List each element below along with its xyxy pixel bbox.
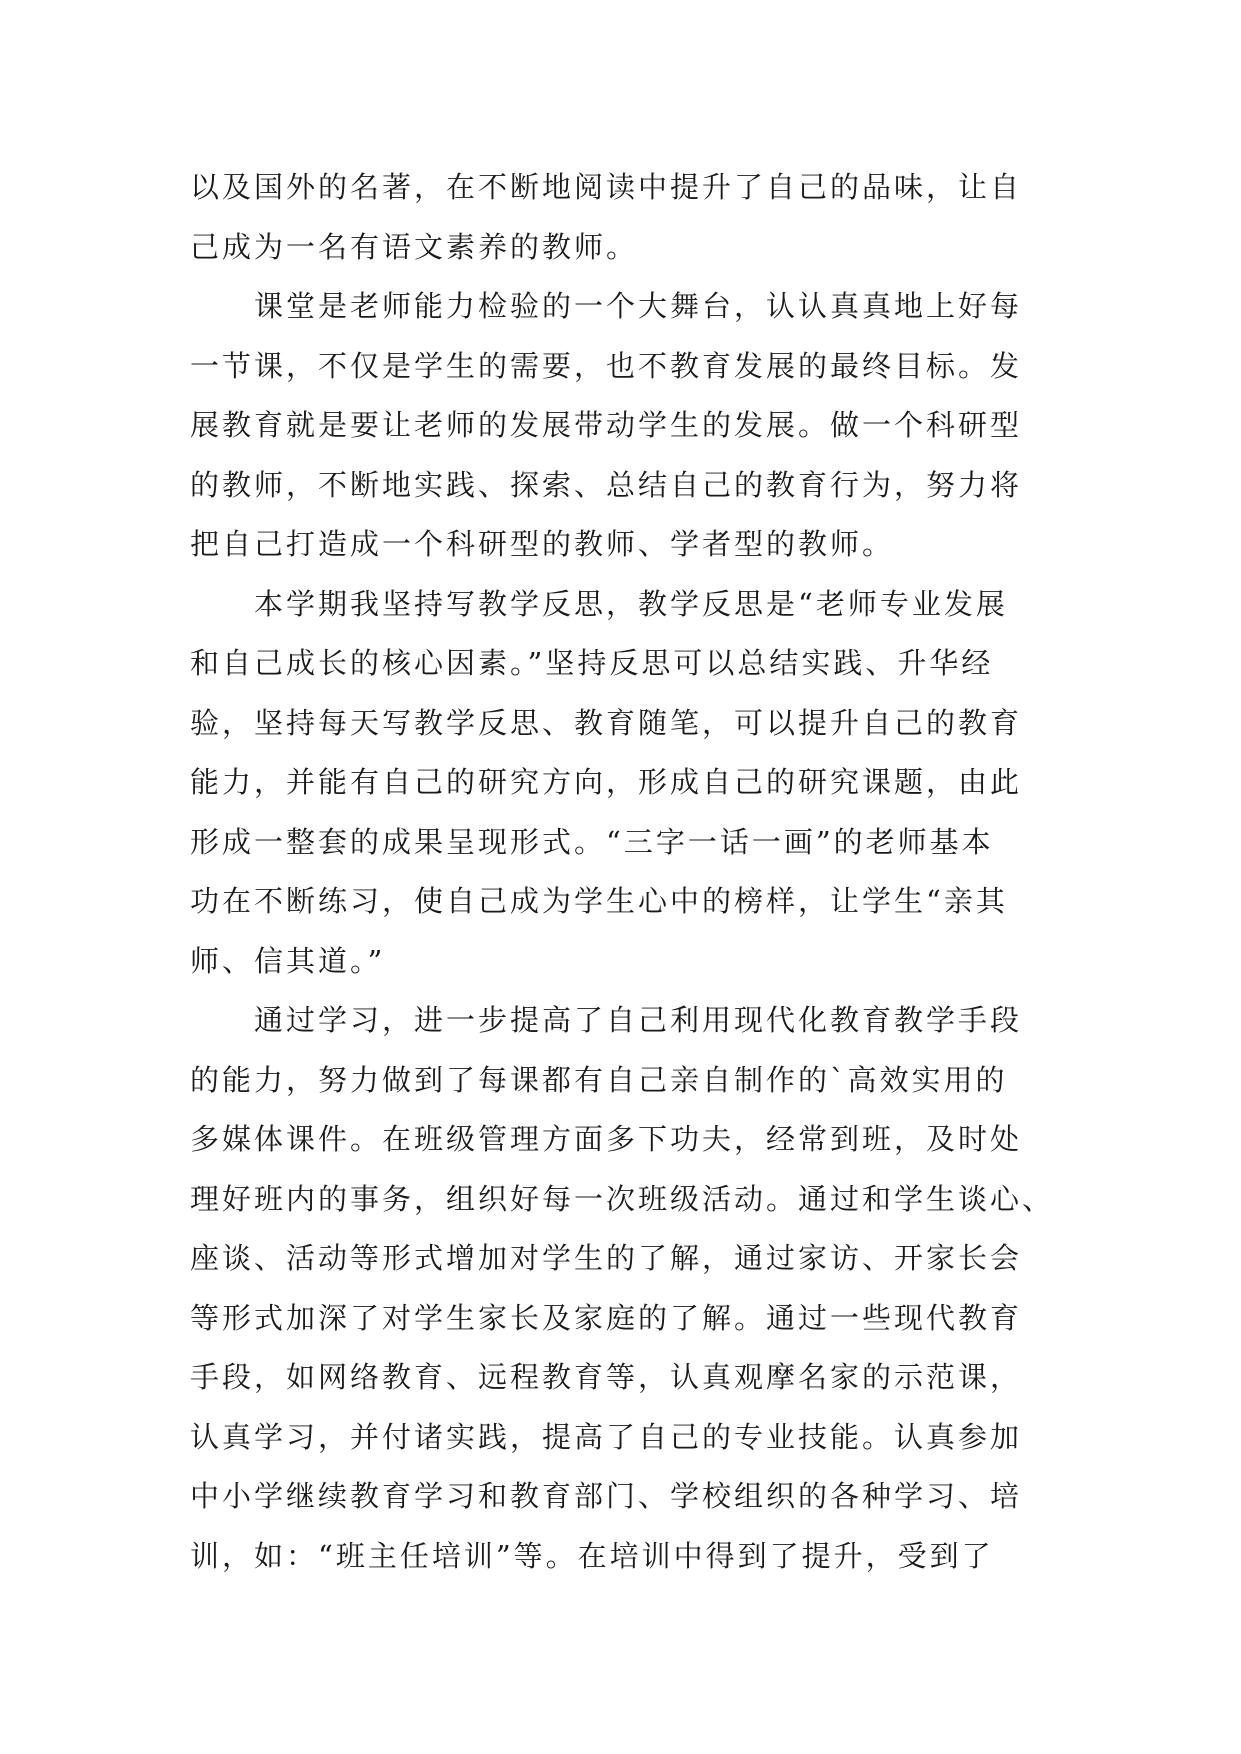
- text-line: 的能力，努力做到了每课都有自己亲自制作的`高效实用的: [190, 1062, 1008, 1097]
- text-line: 己成为一名有语文素养的教师。: [190, 229, 639, 264]
- text-line: 座谈、活动等形式增加对学生的了解，通过家访、开家长会: [190, 1241, 1023, 1275]
- text-line: 课堂是老师能力检验的一个大舞台，认认真真地上好每: [254, 289, 1023, 323]
- text-line: 认真学习，并付诸实践，提高了自己的专业技能。认真参加: [190, 1419, 1023, 1454]
- text-line: 手段，如网络教育、远程教育等，认真观摩名家的示范课，: [190, 1360, 1023, 1394]
- text-line: 中小学继续教育学习和教育部门、学校组织的各种学习、培: [190, 1479, 1023, 1513]
- text-line: 以及国外的名著，在不断地阅读中提升了自己的品味，让自: [190, 170, 1023, 204]
- text-line: 理好班内的事务，组织好每一次班级活动。通过和学生谈心、: [190, 1181, 1055, 1216]
- text-line: 一节课，不仅是学生的需要，也不教育发展的最终目标。发: [190, 348, 1023, 383]
- text-line: 展教育就是要让老师的发展带动学生的发展。做一个科研型: [190, 408, 1023, 442]
- text-line: 的教师，不断地实践、探索、总结自己的教育行为，努力将: [190, 467, 1023, 502]
- text-line: 本学期我坚持写教学反思，教学反思是“老师专业发展: [254, 586, 1008, 621]
- text-line: 训，如：“班主任培训”等。在培训中得到了提升，受到了: [190, 1538, 994, 1573]
- text-line: 多媒体课件。在班级管理方面多下功夫，经常到班，及时处: [190, 1122, 1023, 1156]
- text-line: 形成一整套的成果呈现形式。“三字一话一画”的老师基本: [190, 824, 994, 859]
- text-line: 把自己打造成一个科研型的教师、学者型的教师。: [190, 527, 895, 561]
- text-line: 能力，并能有自己的研究方向，形成自己的研究课题，由此: [190, 765, 1023, 799]
- text-line: 通过学习，进一步提高了自己利用现代化教育教学手段: [254, 1003, 1023, 1037]
- text-line: 和自己成长的核心因素。”坚持反思可以总结实践、升华经: [190, 646, 994, 680]
- document-body: [190, 158, 1060, 1586]
- text-line: 师、信其道。”: [190, 943, 386, 978]
- text-line: 验，坚持每天写教学反思、教育随笔，可以提升自己的教育: [190, 705, 1023, 740]
- text-line: 功在不断练习，使自己成为学生心中的榜样，让学生“亲其: [190, 884, 1008, 918]
- text-line: 等形式加深了对学生家长及家庭的了解。通过一些现代教育: [190, 1300, 1023, 1335]
